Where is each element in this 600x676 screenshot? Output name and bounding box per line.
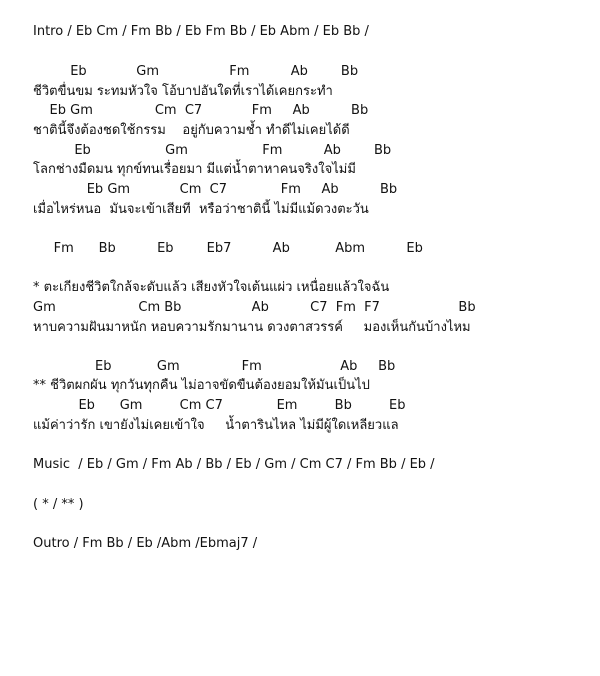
chord-line: Eb Gm Fm Ab Bb [33, 359, 396, 374]
chord-line: Eb Gm Fm Ab Bb [33, 64, 359, 79]
lyric-line: แม้ค่าว่ารัก เขายังไม่เคยเข้าใจ น้ำตารินไหล ไม่มีผู้ใดเหลียวแล [33, 418, 399, 433]
chord-line: Gm Cm Bb Ab C7 Fm F7 Bb [33, 300, 476, 315]
lyric-line: * ตะเกียงชีวิตใกล้จะดับแล้ว เสียงหัวใจเต้นแผ่ว เหนื่อยแล้วใจฉัน [33, 280, 390, 295]
chord-line: Eb Gm Cm C7 Em Bb Eb [33, 398, 406, 413]
chord-line: Eb Gm Cm C7 Fm Ab Bb [33, 182, 398, 197]
repeat-marker-line: ( * / ** ) [33, 497, 84, 512]
lyric-line: เมื่อไหร่หนอ มันจะเข้าเสียที หรือว่าชาตินี้ ไม่มีแม้ดวงตะวัน [33, 202, 369, 217]
lyric-line: โลกช่างมืดมน ทุกข์ทนเรื่อยมา มีแต่น้ำตาหาคนจริงใจไม่มี [33, 162, 356, 177]
intro-line: Intro / Eb Cm / Fm Bb / Eb Fm Bb / Eb Abm / Eb Bb / [33, 24, 369, 39]
lyric-line: ชาตินี้จึงต้องชดใช้กรรม อยู่กับความช้ำ ทำดีไม่เคยได้ดี [33, 123, 350, 138]
chord-line: Eb Gm Fm Ab Bb [33, 143, 392, 158]
lyric-line: ชีวิตขื่นขม ระทมหัวใจ โอ้บาปอันใดที่เราได้เคยกระทำ [33, 84, 333, 99]
lyric-line: ** ชีวิตผกผัน ทุกวันทุกคืน ไม่อาจขัดขืนต้องยอมให้มันเป็นไป [33, 378, 370, 393]
outro-line: Outro / Fm Bb / Eb /Abm /Ebmaj7 / [33, 536, 258, 551]
lyric-line: หาบความฝันมาหนัก หอบความรักมานาน ดวงตาสวรรค์ มองเห็นกันบ้างไหม [33, 320, 471, 335]
chord-line: Fm Bb Eb Eb7 Ab Abm Eb [33, 241, 423, 256]
chord-line: Eb Gm Cm C7 Fm Ab Bb [33, 103, 369, 118]
music-line: Music / Eb / Gm / Fm Ab / Bb / Eb / Gm / Cm C7 / Fm Bb / Eb / [33, 457, 435, 472]
